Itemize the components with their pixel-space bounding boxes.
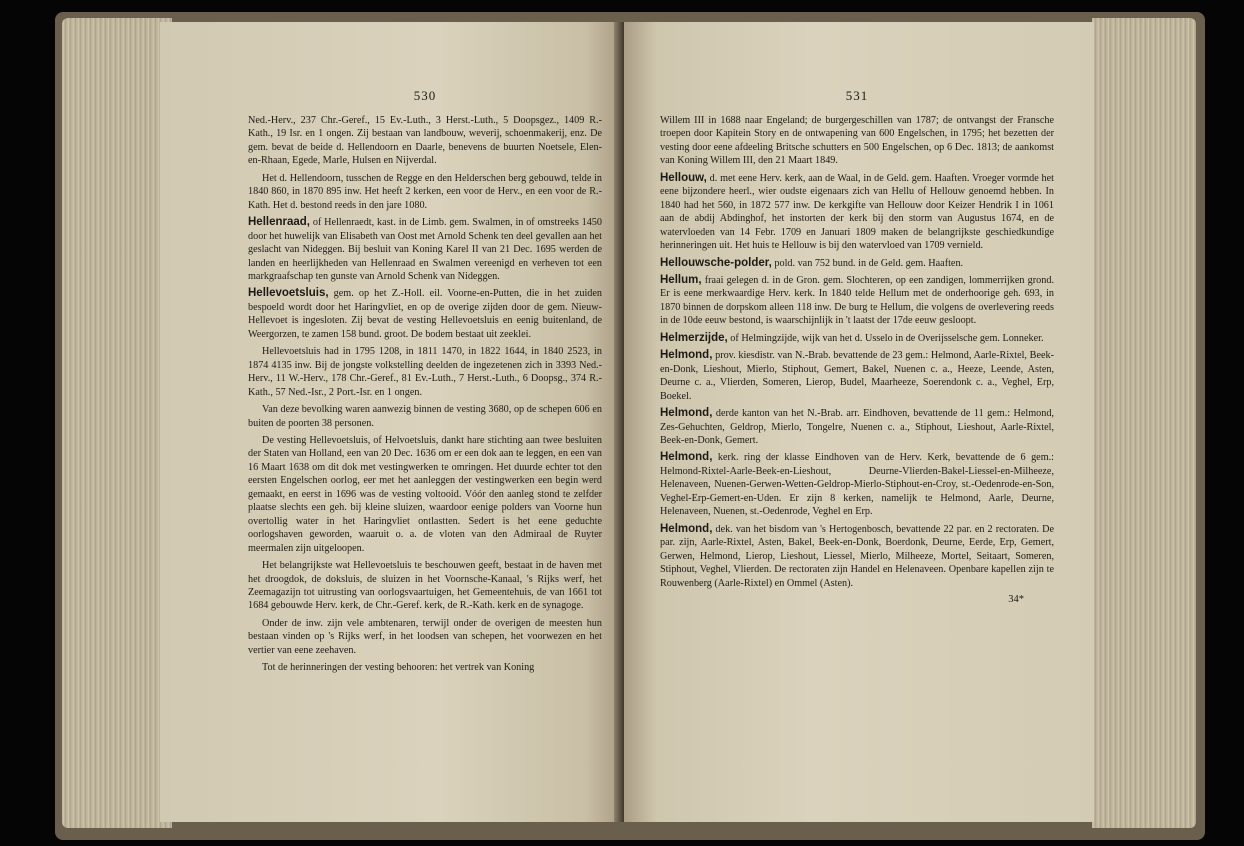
paragraph	[248, 345, 602, 399]
paragraph-text: kerk. ring der klasse Eindhoven van de Herv. Kerk, bevattende de 6 gem.: Helmond-Rixtel-Aarle-Beek-en-Lieshout, Deurne-Vlierden-Bakel-Liessel-en-Milheeze, Helenaveen, Nuenen-Gerwen-Wetten-Geldrop-Mierlo-Stiphout-en-Croy, st.-Oedenrode-en-Son, Veghel-Erp-Gemert-en-Uden. Er zijn 8 kerken, namelijk te Helmond, Aarle, Deurne, Helenaveen, Nuenen, st.-Oedenrode, Veghel en Erp.	[660, 452, 1054, 518]
paragraph	[660, 274, 1054, 328]
paragraph	[660, 407, 1054, 447]
page-edges-right	[1092, 18, 1196, 828]
paragraph	[248, 287, 602, 341]
paragraph	[660, 332, 1054, 345]
paragraph	[248, 617, 602, 657]
paragraph-text: fraai gelegen d. in de Gron. gem. Slochteren, op een zandigen, lommerrijken grond. Er is eene merkwaardige Herv. kerk. In 1840 telde Hellum met de onderhoorige geh. 693, in 1870 binnen de dorpskom alleen 118 inw. De burg te Hellum, die volgens de overlevering reeds in de 10de eeuw bestond, is waarschijnlijk in 't laatst der 17de eeuw gesloopt.	[660, 274, 1054, 327]
page-number: 530	[413, 88, 437, 103]
paragraph	[248, 114, 602, 168]
signature-mark: 34*	[1008, 593, 1024, 605]
paragraph	[660, 114, 1054, 168]
page-number: 531	[845, 88, 869, 103]
paragraph-text: of Hellenraedt, kast. in de Limb. gem. Swalmen, in of omstreeks 1450 door het huwelijk van Elisabeth van Oost met Arnold Schenk ten deel gevallen aan het geslacht van Nideggen. Bij besluit van Koning Karel II van 21 Dec. 1695 werden de landen en heerlijkheden van Hellenraad en Swalmen vereenigd en verheven tot een markgraafschap ten gunste van Arnold Schenk van Nideggen.	[248, 217, 602, 282]
paragraph-text: Hellevoetsluis had in 1795 1208, in 1811 1470, in 1822 1644, in 1840 2523, in 1874 4135 inw. Bij de jongste volkstelling deelden de ingezetenen zich in 3393 Ned.-Herv., 11 W.-Herv., 178 Chr.-Geref., 81 Ev.-Luth., 7 Herst.-Luth., 6 Doopsg., 374 R.-Kath., 57 Ned.-Isr., 2 Port.-Isr. en 1 ongen.	[248, 346, 602, 398]
paragraph-text: Het d. Hellendoorn, tusschen de Regge en den Helderschen berg gebouwd, telde in 1840 860, in 1870 895 inw. Het heeft 2 kerken, een voor de Herv., en een voor de R.-Kath. Het d. bestond reeds in den jare 1080.	[248, 172, 602, 211]
entry-headword: Hellouw,	[660, 171, 707, 184]
paragraph	[248, 661, 602, 674]
paragraph	[248, 216, 602, 283]
right-page-body	[660, 114, 1054, 590]
paragraph-text: of Helmingzijde, wijk van het d. Usselo in de Overijsselsche gem. Lonneker.	[730, 332, 1044, 344]
paragraph-text: gem. op het Z.-Holl. eil. Voorne-en-Putten, die in het zuiden bespoeld wordt door het Haringvliet, en op de overige zijden door de gem. Nieuw-Hellevoet is ingesloten. Zij bevat de vesting Hellevoetsluis en eenig buitenland, de Weergorzen, te zamen 158 bund. groot. De bodem bestaat uit zeeklei.	[248, 288, 603, 340]
entry-headword: Hellenraad,	[248, 216, 310, 229]
paragraph-text: Van deze bevolking waren aanwezig binnen de vesting 3680, op de schepen 606 en buiten de poorten 38 personen.	[248, 404, 602, 429]
paragraph	[248, 559, 602, 613]
paragraph-text: d. met eene Herv. kerk, aan de Waal, in de Geld. gem. Haaften. Vroeger vormde het eene bijzondere heerl., wier oudste eigenaars zich van Hellu of Hellouw genoemd hebben. In 1840 had het 560, in 1872 577 inw. De kerkgifte van Hellouw door Keizer Hendrik I in 1061 aan de abdij Abdinghof, het instorten der kerk bij den storm van Augustus 1674, en de watervloeden van 14 Febr. 1709 en Januari 1809 maken de belangrijkste geschiedkundige herinneringen uit. Het huis te Hellouw is bij den watervloed van 1709 vernield.	[660, 172, 1054, 252]
paragraph	[660, 257, 1054, 270]
entry-headword: Helmerzijde,	[660, 331, 728, 344]
paragraph	[248, 172, 602, 212]
entry-headword: Hellevoetsluis,	[248, 287, 329, 300]
paragraph-text: dek. van het bisdom van 's Hertogenbosch, bevattende 22 par. en 2 rectoraten. De par. zijn, Aarle-Rixtel, Asten, Bakel, Beek-en-Donk, Boerdonk, Deurne, Eerde, Erp, Gemert, Gerwen, Helmond, Lierop, Lieshout, Liessel, Mierlo, Milheeze, Mortel, Seitaart, Someren, Stiphout, Veghel, Vlierden. De rectoraten zijn Handel en Helenaveen. Openbare kapellen zijn te Rouwenberg (Aarle-Rixtel) en Ommel (Asten).	[660, 523, 1054, 589]
entry-headword: Helmond,	[660, 407, 713, 420]
paragraph-text: Onder de inw. zijn vele ambtenaren, terwijl onder de overigen de meesten hun bestaan vinden op 's Rijks werf, in het loodsen van schepen, het voorwezen en het vertier van eene zeehaven.	[248, 617, 602, 656]
entry-headword: Hellum,	[660, 273, 702, 286]
left-page	[160, 22, 622, 822]
paragraph-text: prov. kiesdistr. van N.-Brab. bevattende de 23 gem.: Helmond, Aarle-Rixtel, Beek-en-Donk, Lieshout, Mierlo, Stiphout, Gemert, Bakel, Nuenen c. a., Heeze, Leende, Asten, Deurne c. a., Vlierden, Someren, Lierop, Budel, Maarheeze, Soerendonk c. a., Veghel, Erp, Boekel.	[660, 350, 1055, 402]
right-page	[624, 22, 1094, 822]
entry-headword: Helmond,	[660, 451, 713, 464]
paragraph	[248, 434, 602, 555]
paragraph	[660, 451, 1054, 518]
paragraph-text: pold. van 752 bund. in de Geld. gem. Haaften.	[774, 257, 964, 269]
paragraph	[660, 172, 1054, 253]
paragraph-text: De vesting Hellevoetsluis, of Helvoetsluis, dankt hare stichting aan twee besluiten der Staten van Holland, een van 20 Dec. 1636 om er een dok aan te leggen, en een van 16 Maart 1638 om dit dok met vestingwerken te omringen. Het duurde echter tot den eersten Engelschen oorlog, eer met het aanleggen der vestingwerken een begin werd gemaakt, en eerst in 1696 was de vesting voltooid. Vóór den aanleg stond te zelfder plaatse slechts een geh. bij kleine sluizen, waardoor eenige polders van Voorne hun overtollig water in het Haringvliet ontlastten. Sedert is het eene geduchte oorlogshaven geworden, waaruit o. a. de vloten van den Admiraal de Ruyter meermalen zijn uitgeloopen.	[248, 434, 602, 554]
paragraph	[660, 523, 1054, 590]
paragraph	[248, 403, 602, 430]
page-edges-left	[62, 18, 172, 828]
entry-headword: Helmond,	[660, 349, 713, 362]
paragraph-text: derde kanton van het N.-Brab. arr. Eindhoven, bevattende de 11 gem.: Helmond, Zes-Gehuchten, Geldrop, Mierlo, Tongelre, Nuenen c. a., Stiphout, Lieshout, Aarle-Rixtel, Beek-en-Donk, Gemert.	[660, 408, 1054, 446]
paragraph-text: Willem III in 1688 naar Engeland; de burgergeschillen van 1787; de ontvangst der Fransche troepen door Kapitein Story en de ontwapening van 600 Engelschen, in 1795; het bezetten der vesting door eene afdeeling Britsche schutters en 500 Engelschen, op 6 Dec. 1813; de aankomst van Koning Willem III, den 21 Maart 1849.	[660, 115, 1054, 167]
paragraph	[660, 349, 1054, 403]
paragraph-text: Tot de herinneringen der vesting behooren: het vertrek van Koning	[262, 662, 535, 674]
paragraph-text: Het belangrijkste wat Hellevoetsluis te beschouwen geeft, bestaat in de haven met het droogdok, de doksluis, de sluizen in het Voornsche-Kanaal, 's Rijks werf, het Zeemagazijn tot uitrusting van oorlogsvaartuigen, het Gemeentehuis, de van 1661 tot 1684 gebouwde Herv. kerk, de Chr.-Geref. kerk, de R.-Kath. kerk en de synagoge.	[248, 560, 602, 612]
paragraph-text: Ned.-Herv., 237 Chr.-Geref., 15 Ev.-Luth., 3 Herst.-Luth., 5 Doopsgez., 1409 R.-Kath., 19 Isr. en 1 ongen. Zij bestaan van landbouw, weverij, schoenmakerij, enz. De gem. bevat de beide d. Hellendoorn en Daarle, benevens de buurten Noetsele, Elen-en-Rhaan, Egede, Marle, Hulsen en Nijverdal.	[248, 115, 602, 167]
left-page-body	[248, 114, 602, 675]
entry-headword: Helmond,	[660, 522, 713, 535]
entry-headword: Hellouwsche-polder,	[660, 256, 772, 269]
